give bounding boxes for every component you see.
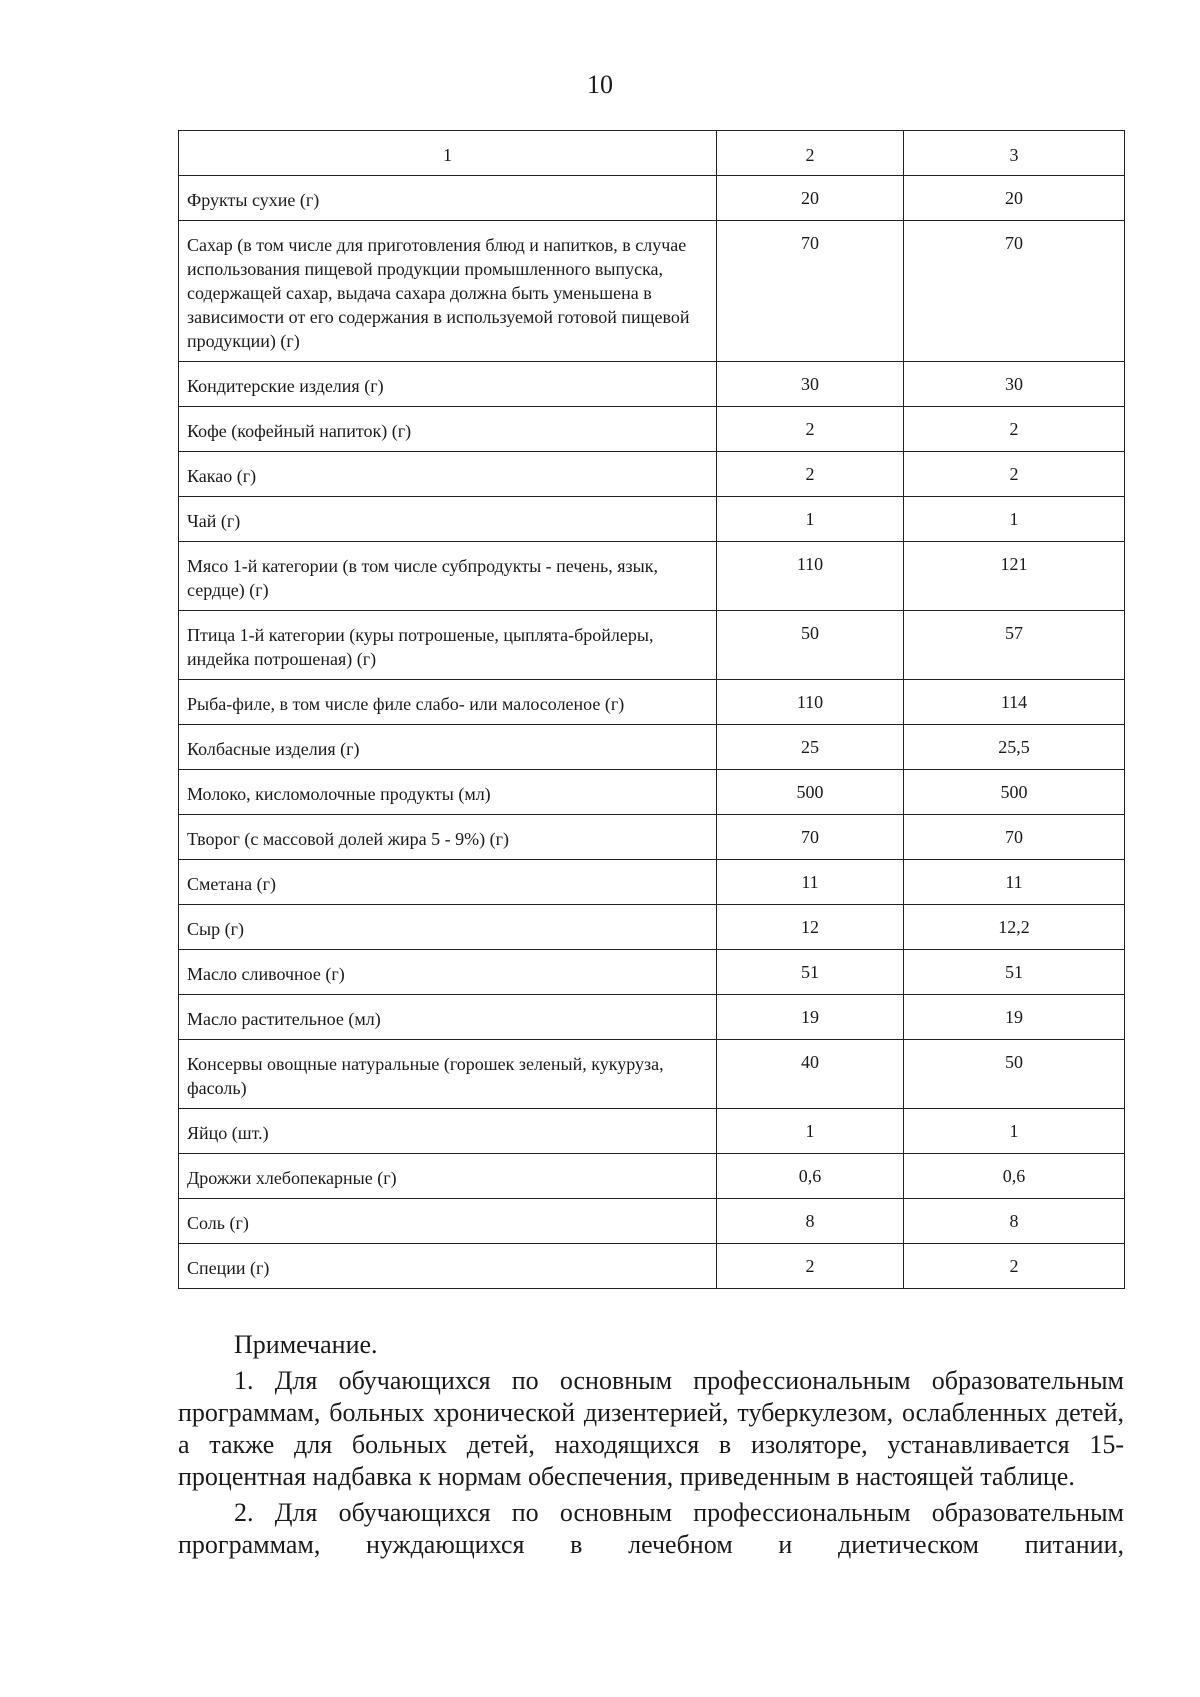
- product-name-cell: Консервы овощные натуральные (горошек зеленый, кукуруза, фасоль): [179, 1040, 717, 1109]
- product-name-cell: Чай (г): [179, 497, 717, 542]
- product-name-cell: Соль (г): [179, 1199, 717, 1244]
- norm-value-col3-cell: 50: [904, 1040, 1125, 1109]
- product-name-cell: Творог (с массовой долей жира 5 - 9%) (г): [179, 815, 717, 860]
- norm-value-col2-cell: 51: [717, 950, 904, 995]
- norm-value-col3-cell: 19: [904, 995, 1125, 1040]
- norm-value-col2-cell: 20: [717, 176, 904, 221]
- table-row: [179, 680, 1125, 725]
- table-row: [179, 770, 1125, 815]
- table-row: [179, 995, 1125, 1040]
- product-name-cell: Колбасные изделия (г): [179, 725, 717, 770]
- table-row: [179, 1199, 1125, 1244]
- product-name-cell: Птица 1-й категории (куры потрошеные, цыплята-бройлеры, индейка потрошеная) (г): [179, 611, 717, 680]
- note-title: Примечание.: [234, 1330, 378, 1359]
- table-row: [179, 860, 1125, 905]
- product-name-cell: Масло растительное (мл): [179, 995, 717, 1040]
- norm-value-col2-cell: 40: [717, 1040, 904, 1109]
- norm-value-col2-cell: 1: [717, 497, 904, 542]
- norm-value-col2-cell: 8: [717, 1199, 904, 1244]
- table-row: [179, 176, 1125, 221]
- norm-value-col3-cell: 2: [904, 407, 1125, 452]
- table-row: [179, 542, 1125, 611]
- note-paragraph-1: 1. Для обучающихся по основным профессиональным образовательным программам, больных хронической дизентерией, туберкулезом, ослабленных детей, а также для больных детей, находящихся в изоляторе, устанавливается 15-процентная надбавка к нормам обеспечения, приведенным в настоящей таблице.: [178, 1366, 1124, 1491]
- product-name-cell: Мясо 1-й категории (в том числе субпродукты - печень, язык, сердце) (г): [179, 542, 717, 611]
- product-name-cell: Какао (г): [179, 452, 717, 497]
- table-row: [179, 1109, 1125, 1154]
- norm-value-col2-cell: 70: [717, 221, 904, 362]
- norm-value-col3-cell: 121: [904, 542, 1125, 611]
- product-name-cell: Специи (г): [179, 1244, 717, 1289]
- table-row: [179, 452, 1125, 497]
- norm-value-col3-cell: 20: [904, 176, 1125, 221]
- norm-value-col3-cell: 1: [904, 497, 1125, 542]
- product-name-cell: Кофе (кофейный напиток) (г): [179, 407, 717, 452]
- norm-value-col2-cell: 500: [717, 770, 904, 815]
- norm-value-col3-cell: 114: [904, 680, 1125, 725]
- norm-value-col3-cell: 70: [904, 815, 1125, 860]
- table-row: [179, 1244, 1125, 1289]
- norm-value-col3-cell: 1: [904, 1109, 1125, 1154]
- header-col-3: 3: [904, 131, 1125, 176]
- product-name-cell: Дрожжи хлебопекарные (г): [179, 1154, 717, 1199]
- product-name-cell: Масло сливочное (г): [179, 950, 717, 995]
- norm-value-col2-cell: 70: [717, 815, 904, 860]
- norm-value-col3-cell: 51: [904, 950, 1125, 995]
- table-row: [179, 1154, 1125, 1199]
- table-row: [179, 221, 1125, 362]
- norm-value-col3-cell: 2: [904, 1244, 1125, 1289]
- norm-value-col3-cell: 30: [904, 362, 1125, 407]
- product-name-cell: Сыр (г): [179, 905, 717, 950]
- table-row: [179, 611, 1125, 680]
- table-row: [179, 1040, 1125, 1109]
- product-name-cell: Яйцо (шт.): [179, 1109, 717, 1154]
- norm-value-col3-cell: 70: [904, 221, 1125, 362]
- food-norms-table: [178, 130, 1125, 1289]
- norm-value-col2-cell: 19: [717, 995, 904, 1040]
- product-name-cell: Сметана (г): [179, 860, 717, 905]
- note-section: [178, 1329, 1124, 1561]
- table-row: [179, 362, 1125, 407]
- norm-value-col2-cell: 50: [717, 611, 904, 680]
- page-number: 10: [587, 70, 613, 99]
- norm-value-col3-cell: 11: [904, 860, 1125, 905]
- header-col-1: 1: [179, 131, 717, 176]
- norm-value-col2-cell: 110: [717, 680, 904, 725]
- table-row: [179, 407, 1125, 452]
- table-row: [179, 497, 1125, 542]
- norm-value-col2-cell: 25: [717, 725, 904, 770]
- norm-value-col3-cell: 25,5: [904, 725, 1125, 770]
- table-row: [179, 905, 1125, 950]
- norm-value-col3-cell: 0,6: [904, 1154, 1125, 1199]
- product-name-cell: Сахар (в том числе для приготовления блюд и напитков, в случае использования пищевой продукции промышленного выпуска, содержащей сахар, выдача сахара должна быть уменьшена в зависимости от его содержания в используемой готовой пищевой продукции) (г): [179, 221, 717, 362]
- norm-value-col2-cell: 30: [717, 362, 904, 407]
- header-col-2: 2: [717, 131, 904, 176]
- product-name-cell: Рыба-филе, в том числе филе слабо- или малосоленое (г): [179, 680, 717, 725]
- norm-value-col2-cell: 110: [717, 542, 904, 611]
- product-name-cell: Фрукты сухие (г): [179, 176, 717, 221]
- norm-value-col2-cell: 1: [717, 1109, 904, 1154]
- norm-value-col3-cell: 500: [904, 770, 1125, 815]
- norm-value-col2-cell: 2: [717, 452, 904, 497]
- table-header-row: [179, 131, 1125, 176]
- norm-value-col2-cell: 2: [717, 407, 904, 452]
- norm-value-col2-cell: 0,6: [717, 1154, 904, 1199]
- norm-value-col2-cell: 2: [717, 1244, 904, 1289]
- table-row: [179, 950, 1125, 995]
- product-name-cell: Молоко, кисломолочные продукты (мл): [179, 770, 717, 815]
- norm-value-col3-cell: 2: [904, 452, 1125, 497]
- product-name-cell: Кондитерские изделия (г): [179, 362, 717, 407]
- norm-value-col3-cell: 8: [904, 1199, 1125, 1244]
- norm-value-col3-cell: 12,2: [904, 905, 1125, 950]
- norm-value-col3-cell: 57: [904, 611, 1125, 680]
- table-row: [179, 725, 1125, 770]
- table-row: [179, 815, 1125, 860]
- norm-value-col2-cell: 12: [717, 905, 904, 950]
- norm-value-col2-cell: 11: [717, 860, 904, 905]
- note-paragraph-2: 2. Для обучающихся по основным профессиональным образовательным программам, нуждающихся в лечебном и диетическом питании,: [178, 1498, 1124, 1559]
